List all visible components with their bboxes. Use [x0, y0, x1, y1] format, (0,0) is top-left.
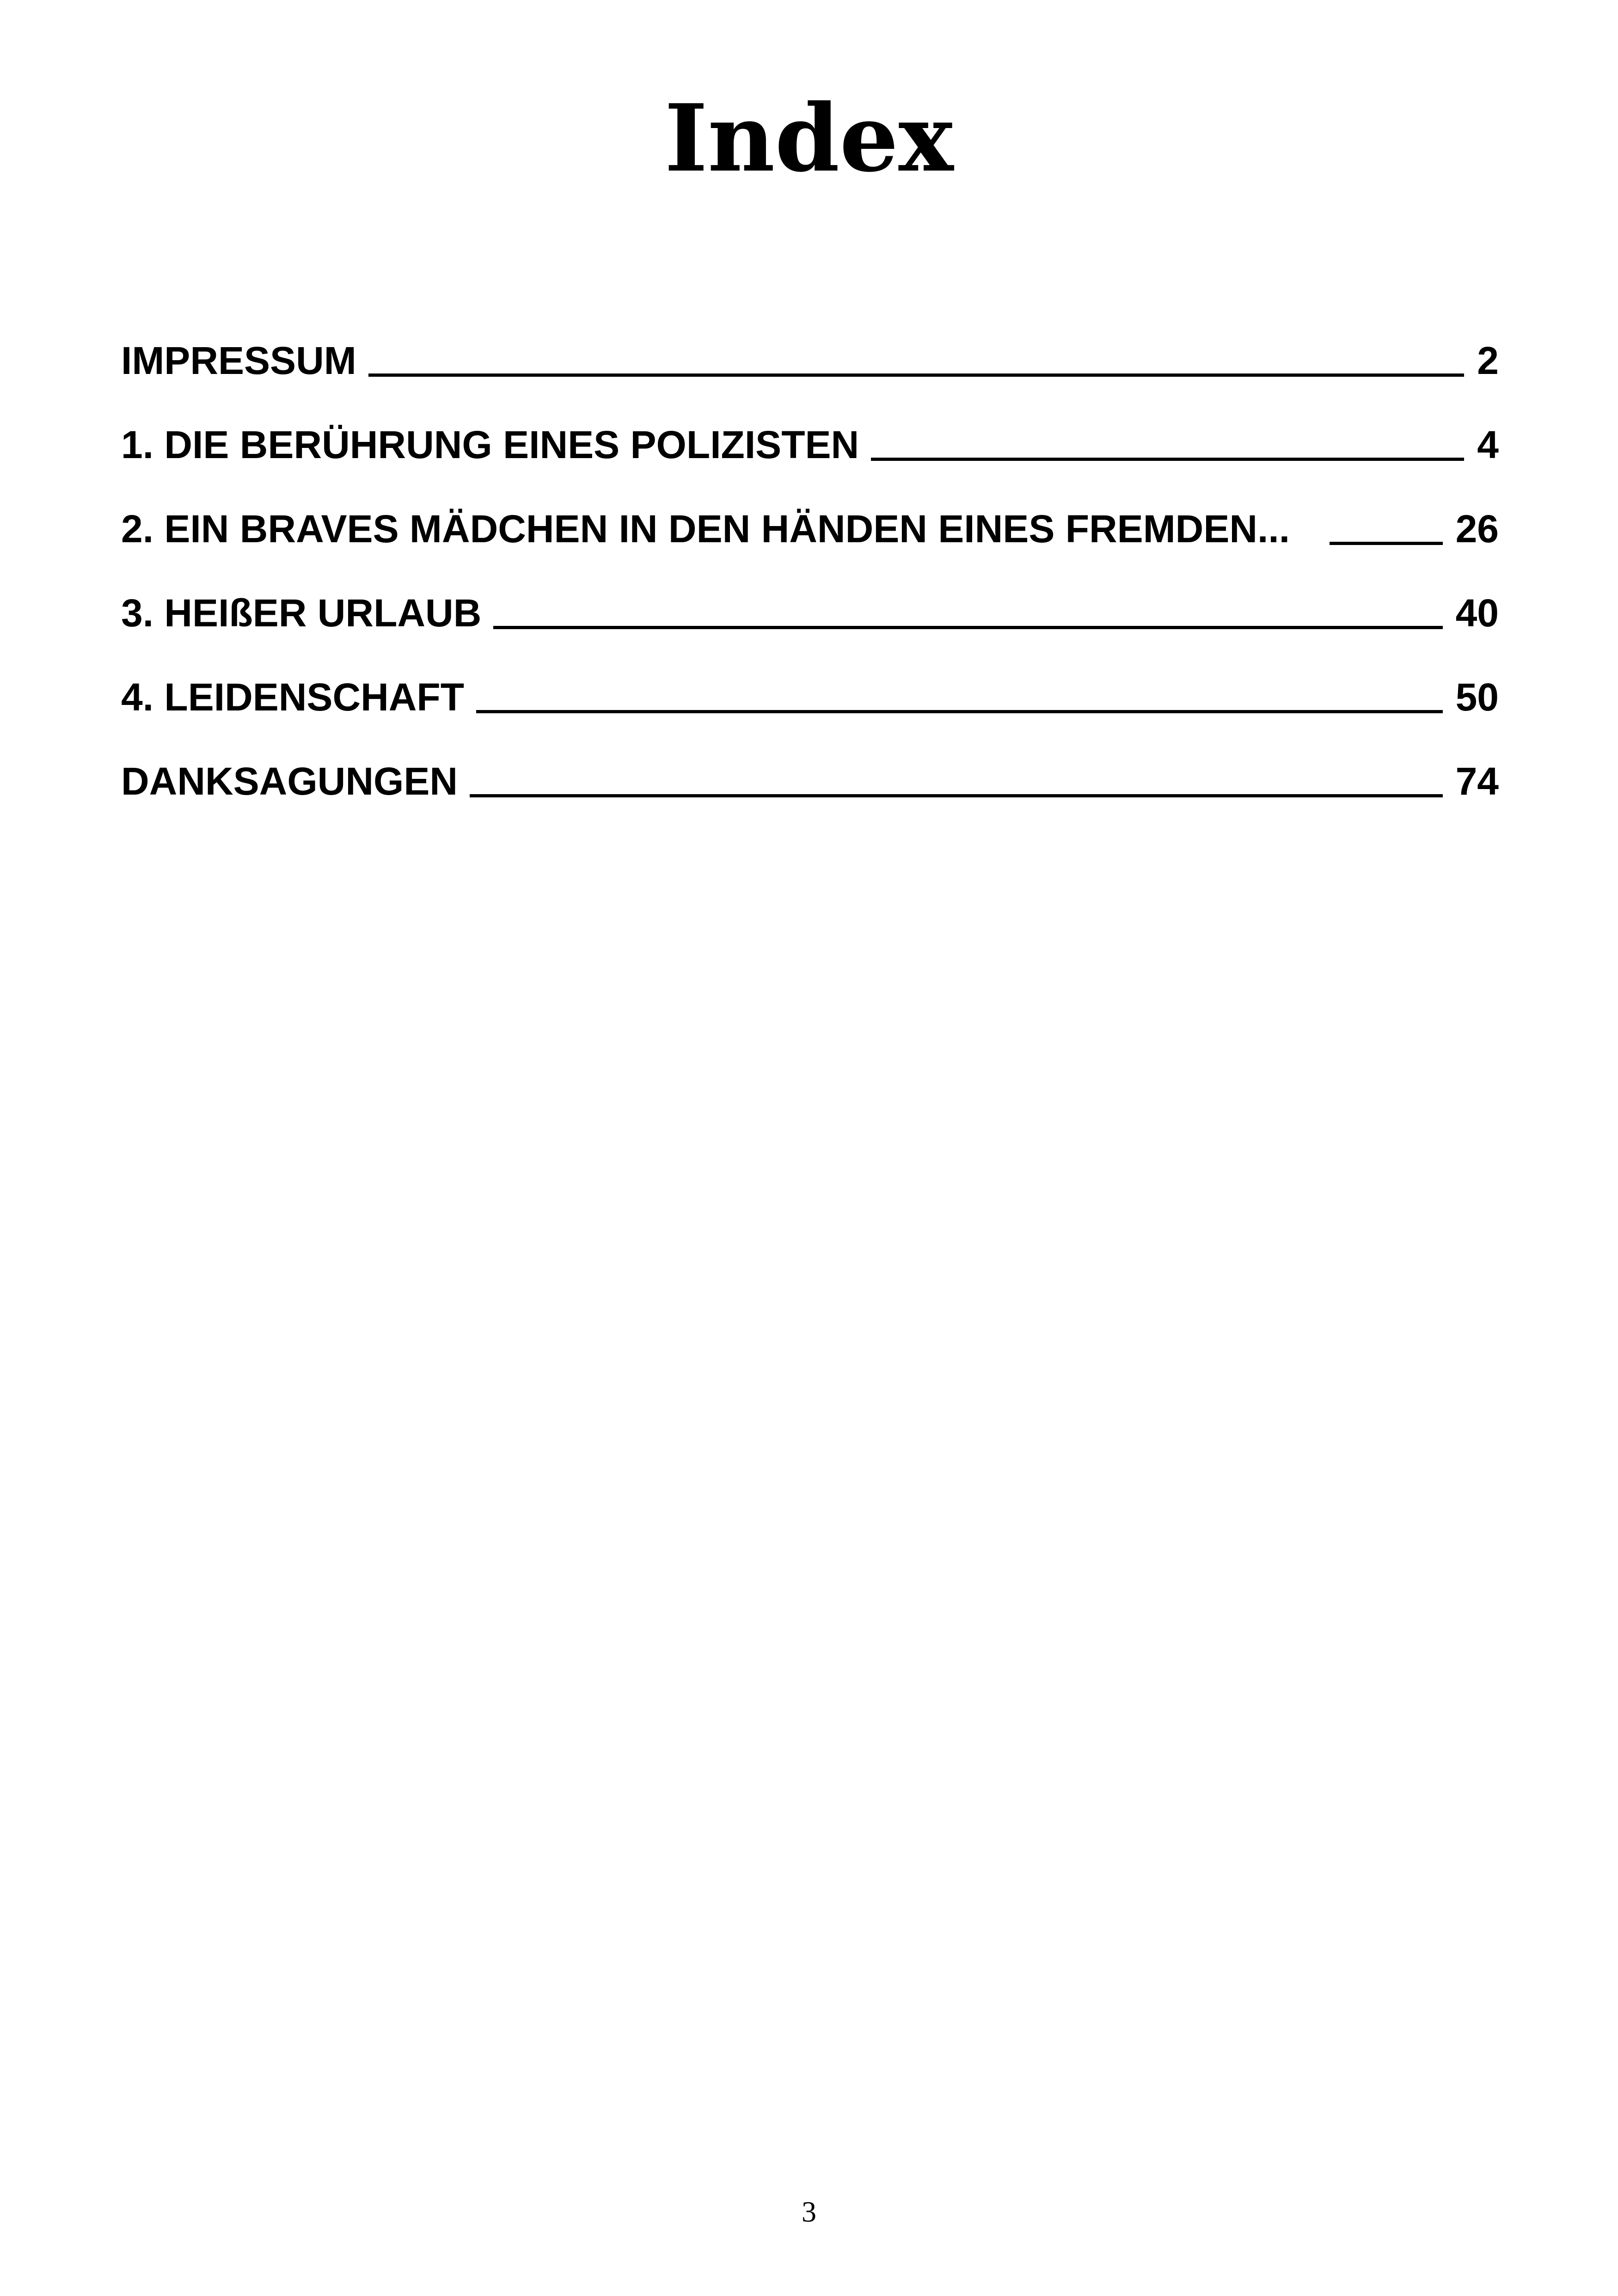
toc-entry-label: 2. EIN BRAVES MÄDCHEN IN DEN HÄNDEN EINES FREMDEN... [121, 507, 1290, 551]
toc-leader-line [470, 790, 1443, 797]
toc-leader-line [1330, 538, 1443, 545]
page-number: 3 [802, 2195, 816, 2228]
toc-entry-page: 26 [1455, 507, 1499, 551]
toc-entry-chapter-3[interactable] [121, 585, 1499, 669]
toc-entry-label: IMPRESSUM [121, 339, 356, 382]
toc-leader-line [368, 370, 1465, 377]
toc-entry-label: 1. DIE BERÜHRUNG EINES POLIZISTEN [121, 423, 859, 466]
toc-leader-line [871, 454, 1464, 461]
toc-entry-chapter-2[interactable] [121, 501, 1499, 585]
toc-entry-label: 4. LEIDENSCHAFT [121, 675, 465, 719]
toc-entry-danksagungen[interactable] [121, 753, 1499, 838]
toc-leader-line [476, 706, 1443, 713]
table-of-contents [121, 333, 1499, 838]
toc-entry-page: 50 [1455, 675, 1499, 719]
toc-entry-impressum[interactable] [121, 333, 1499, 417]
toc-entry-label: DANKSAGUNGEN [121, 759, 458, 803]
toc-entry-page: 40 [1455, 591, 1499, 635]
toc-entry-page: 2 [1477, 339, 1499, 382]
toc-entry-page: 74 [1455, 759, 1499, 803]
toc-entry-chapter-4[interactable] [121, 669, 1499, 753]
toc-entry-page: 4 [1477, 423, 1499, 466]
toc-entry-label: 3. HEIßER URLAUB [121, 591, 482, 635]
toc-entry-chapter-1[interactable] [121, 417, 1499, 501]
toc-leader-line [493, 622, 1442, 629]
page-title: Index [664, 84, 954, 193]
